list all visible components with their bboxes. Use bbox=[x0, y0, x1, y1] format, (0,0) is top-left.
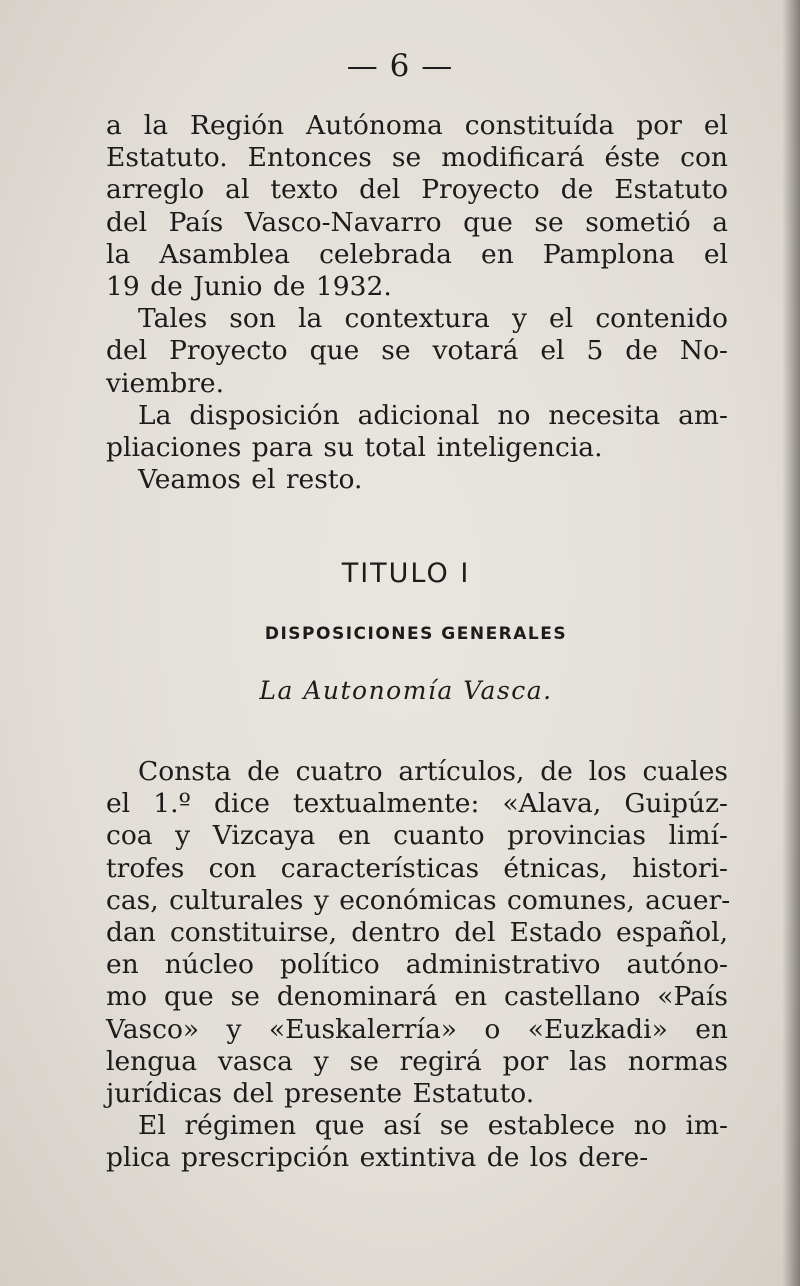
body-paragraph bbox=[106, 756, 731, 1110]
text-line: Estatuto. Entonces se modificará éste con bbox=[106, 142, 728, 174]
chapter-title: TITULO I bbox=[341, 558, 471, 589]
text-line: viembre. bbox=[106, 367, 224, 399]
intro-paragraph bbox=[106, 464, 728, 496]
text-line: dan constituirse, dentro del Estado español, bbox=[106, 917, 728, 949]
text-line: pliaciones para su total inteligencia. bbox=[106, 432, 603, 464]
page-edge-shadow bbox=[782, 0, 800, 1286]
text-line: lengua vasca y se regirá por las normas bbox=[106, 1045, 728, 1077]
body-text bbox=[106, 756, 731, 1175]
text-line: mo que se denominará en castellano «País bbox=[106, 981, 728, 1013]
text-line: trofes con características étnicas, histori- bbox=[106, 852, 728, 884]
text-line: La disposición adicional no necesita am- bbox=[138, 399, 728, 431]
text-line: Veamos el resto. bbox=[138, 464, 363, 496]
intro-paragraph bbox=[106, 303, 728, 400]
text-line: plica prescripción extintiva de los dere- bbox=[106, 1142, 649, 1174]
page-number: — 6 — bbox=[346, 48, 454, 84]
intro-paragraph bbox=[106, 400, 728, 464]
text-line: Vasco» y «Euskalerría» o «Euzkadi» en bbox=[106, 1013, 728, 1045]
body-paragraph bbox=[106, 1110, 728, 1174]
text-line: Consta de cuatro artículos, de los cuales bbox=[138, 756, 728, 787]
text-line: la Asamblea celebrada en Pamplona el bbox=[106, 238, 728, 270]
text-line: el 1.º dice textualmente: «Alava, Guipúz- bbox=[106, 788, 728, 820]
text-line: Tales son la contextura y el contenido bbox=[138, 303, 728, 335]
text-line: del Proyecto que se votará el 5 de No- bbox=[106, 335, 728, 367]
text-line: 19 de Junio de 1932. bbox=[106, 271, 392, 303]
text-line: jurídicas del presente Estatuto. bbox=[106, 1078, 535, 1110]
text-line: en núcleo político administrativo autóno- bbox=[106, 949, 728, 981]
text-line: a la Región Autónoma constituída por el bbox=[106, 110, 728, 141]
text-line: arreglo al texto del Proyecto de Estatuto bbox=[106, 174, 728, 206]
intro-text bbox=[106, 110, 728, 496]
chapter-subtitle: DISPOSICIONES GENERALES bbox=[264, 624, 568, 644]
intro-paragraph bbox=[106, 110, 728, 303]
text-line: coa y Vizcaya en cuanto provincias limí- bbox=[106, 820, 728, 852]
text-line: del País Vasco-Navarro que se sometió a bbox=[106, 206, 728, 238]
text-line: cas, culturales y económicas comunes, acuer- bbox=[106, 884, 731, 916]
section-heading: La Autonomía Vasca. bbox=[259, 676, 553, 705]
text-line: El régimen que así se establece no im- bbox=[138, 1110, 728, 1142]
